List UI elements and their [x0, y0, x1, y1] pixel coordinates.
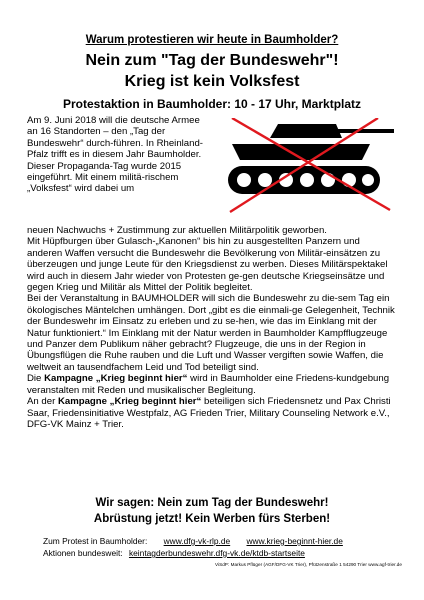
closing-slogan-2: Abrüstung jetzt! Kein Werben fürs Sterben! — [93, 513, 331, 525]
body-paragraph-1: neuen Nachwuchs + Zustimmung zur aktuellen Militärpolitik geworben. — [27, 225, 327, 236]
national-links-line — [43, 548, 403, 559]
link-dfg-vk-rlp[interactable]: www.dfg-vk-rlp.de — [163, 536, 231, 546]
campaign-name-2: Kampagne „Krieg beginnt hier“ — [57, 396, 202, 408]
intro-text — [27, 115, 213, 195]
intro-paragraph-2: Dieser Propaganda-Tag wurde 2015 eingeführt. Mit einem militä-rischem „Volksfest“ wird dabei um — [27, 160, 182, 195]
campaign-name: Kampagne „Krieg beginnt hier“ — [44, 373, 188, 385]
imprint-visdp: ViSdP: Markus Pflüger (AGF/DFG-VK Trier), Pfützenstraße 1 54290 Trier www.agf-trier.de — [214, 562, 402, 567]
protest-info-line: Protestaktion in Baumholder: 10 - 17 Uhr, Marktplatz — [62, 97, 362, 111]
headline-sub: Krieg ist kein Volksfest — [124, 73, 300, 90]
closing-slogan-1: Wir sagen: Nein zum Tag der Bundeswehr! — [95, 497, 329, 509]
participants-intro-text: An der — [27, 396, 58, 408]
crossed-out-tank-icon — [218, 118, 394, 214]
campaign-description: wird in Baumholder eine Friedens-kundgebung veranstalten mit Reden und musikalischer Begleitung. — [27, 373, 390, 396]
body-paragraph-5 — [27, 396, 397, 430]
protest-links-line — [43, 536, 403, 547]
national-links-label: Aktionen bundesweit: — [43, 548, 123, 558]
headline-main: Nein zum "Tag der Bundeswehr"! — [85, 52, 339, 69]
protest-links-label: Zum Protest in Baumholder: — [43, 536, 148, 546]
link-krieg-beginnt-hier[interactable]: www.krieg-beginnt-hier.de — [246, 536, 343, 546]
body-paragraph-2: Mit Hüpfburgen über Gulasch-„Kanonen“ bis hin zu ausgestellten Panzern und anderen Waffen versucht die Bundeswehr die Bevölkerung von Militär-einsätzen zu überzeugen und junge Leute für den Kriegsdienst zu werben. Dieses Militärspektakel wird auch in diesem Jahr wieder von Protesten ge-gen deutsche Kriegseinsätze und gegen Krieg und Militär als Mittel der Politik begleitet. — [27, 236, 388, 294]
kicker-question: Warum protestieren wir heute in Baumholder? — [85, 34, 339, 46]
campaign-intro-text: Die — [27, 373, 45, 385]
body-paragraph-4 — [27, 373, 397, 396]
intro-paragraph-1: Am 9. Juni 2018 will die deutsche Armee an 16 Standorten – den „Tag der Bundeswehr“ durch-führen. In Rheinland-Pfalz trifft es in diesem Jahr Baumholder. — [27, 115, 203, 161]
body-text — [27, 225, 397, 430]
participants-list: beteiligen sich Friedensnetz und Pax Christi Saar, Friedensinitiative Westpfalz, AG Frieden Trier, Military Counseling Network e.V., DFG-VK Mainz + Trier. — [27, 396, 391, 430]
link-keintagderbundeswehr[interactable]: keintagderbundeswehr.dfg-vk.de/ktdb-startseite — [128, 548, 305, 558]
body-paragraph-3: Bei der Veranstaltung in BAUMHOLDER will sich die Bundeswehr zu die-sem Tag ein ökologisches Mäntelchen umhängen. Dort „gibt es die einmali-ge Gelegenheit, Technik der Bundeswehr im Einsatz zu erleben und zu se-hen, wie das im Einklang mit der Natur funktioniert.“ Im Einklang mit der Natur werden in Baumholder Kampfflugzeuge und Panzer dem Publikum näher gebracht? Flugzeuge, die uns in der Region in Übungsflügen die Ruhe rauben und die Luft und Wasser vergiften sowie Waffen, die weltweit an tausendfachem Leid und Tod beteiligt sind. — [27, 293, 395, 373]
